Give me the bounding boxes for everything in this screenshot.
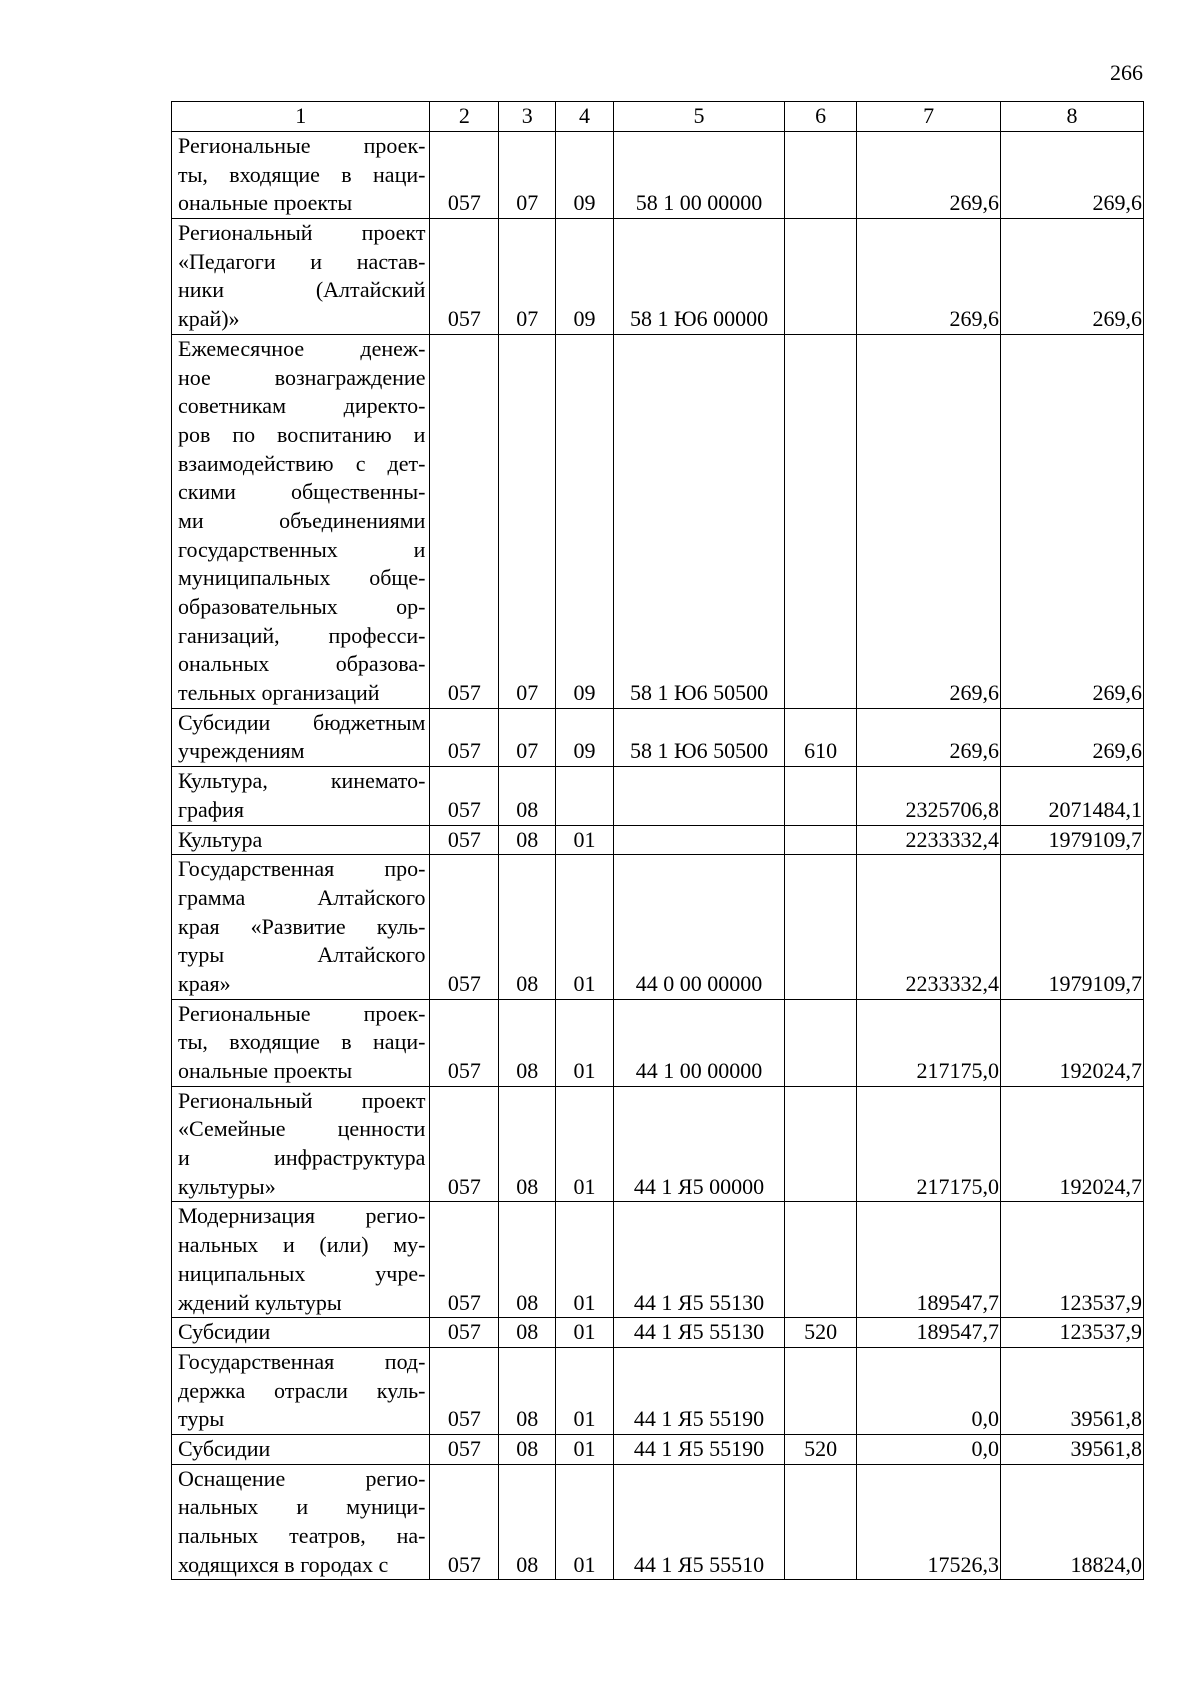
item-name-line: тельных организаций xyxy=(178,680,380,706)
item-name-line: образовательных ор- xyxy=(178,594,426,619)
item-name-line: Культура, кинемато- xyxy=(178,768,426,794)
item-name-line: «Педагоги и настав- xyxy=(178,248,426,274)
cell-expense-type-code xyxy=(785,219,857,335)
item-name-line: скими общественны- xyxy=(178,479,426,505)
header-cell: 6 xyxy=(785,102,857,132)
cell-section-code: 08 xyxy=(499,825,556,855)
item-name-line: Государственная про- xyxy=(178,856,426,882)
table-row xyxy=(172,1347,1144,1434)
cell-item-name xyxy=(172,1086,430,1202)
cell-target-item-code: 44 1 Я5 55130 xyxy=(613,1202,784,1318)
cell-section-code: 08 xyxy=(499,767,556,825)
cell-ministry-code: 057 xyxy=(430,825,499,855)
item-name-line: культуры» xyxy=(178,1173,276,1199)
header-cell: 2 xyxy=(430,102,499,132)
cell-amount-year-1: 189547,7 xyxy=(857,1318,1001,1348)
cell-amount-year-2: 269,6 xyxy=(1001,132,1144,219)
cell-amount-year-2: 192024,7 xyxy=(1001,999,1144,1086)
cell-target-item-code: 58 1 Ю6 00000 xyxy=(613,219,784,335)
cell-item-name xyxy=(172,334,430,708)
table-body xyxy=(172,132,1144,1580)
cell-section-code: 08 xyxy=(499,1202,556,1318)
cell-ministry-code: 057 xyxy=(430,334,499,708)
cell-subsection-code: 01 xyxy=(556,1202,614,1318)
item-name-line: взаимодействию с дет- xyxy=(178,450,426,476)
item-name-line: Региональный проект xyxy=(178,1087,426,1113)
item-name-line: Ежемесячное денеж- xyxy=(178,335,426,361)
header-row xyxy=(172,102,1144,132)
cell-amount-year-1: 269,6 xyxy=(857,219,1001,335)
cell-item-name xyxy=(172,219,430,335)
item-name-line: Государственная под- xyxy=(178,1348,426,1374)
cell-target-item-code: 44 1 Я5 55190 xyxy=(613,1434,784,1464)
item-name-line: ров по воспитанию и xyxy=(178,421,426,447)
table-row xyxy=(172,1434,1144,1464)
cell-item-name xyxy=(172,1347,430,1434)
cell-section-code: 07 xyxy=(499,132,556,219)
cell-amount-year-1: 189547,7 xyxy=(857,1202,1001,1318)
cell-section-code: 08 xyxy=(499,1347,556,1434)
item-name-line: ходящихся в городах с xyxy=(178,1551,389,1577)
cell-amount-year-2: 18824,0 xyxy=(1001,1464,1144,1580)
cell-target-item-code: 44 1 00 00000 xyxy=(613,999,784,1086)
cell-ministry-code: 057 xyxy=(430,708,499,766)
item-name-line: ональные проекты xyxy=(178,190,353,216)
cell-section-code: 08 xyxy=(499,1434,556,1464)
cell-amount-year-1: 217175,0 xyxy=(857,1086,1001,1202)
header-cell: 5 xyxy=(613,102,784,132)
cell-subsection-code: 09 xyxy=(556,334,614,708)
cell-expense-type-code xyxy=(785,334,857,708)
cell-amount-year-1: 2325706,8 xyxy=(857,767,1001,825)
cell-target-item-code: 58 1 00 00000 xyxy=(613,132,784,219)
header-cell: 1 xyxy=(172,102,430,132)
cell-ministry-code: 057 xyxy=(430,1318,499,1348)
cell-amount-year-2: 1979109,7 xyxy=(1001,825,1144,855)
header-cell: 4 xyxy=(556,102,614,132)
cell-target-item-code: 44 1 Я5 55510 xyxy=(613,1464,784,1580)
cell-item-name xyxy=(172,1202,430,1318)
cell-ministry-code: 057 xyxy=(430,1464,499,1580)
cell-subsection-code: 01 xyxy=(556,1464,614,1580)
item-name-line: Региональные проек- xyxy=(178,1000,426,1026)
cell-item-name xyxy=(172,1318,430,1348)
item-name-line: края» xyxy=(178,970,231,996)
cell-item-name xyxy=(172,132,430,219)
item-name-line: Региональный проект xyxy=(178,220,426,246)
item-name-line: ональные проекты xyxy=(178,1058,353,1084)
item-name-line: Культура xyxy=(178,826,263,852)
item-name-line: ональных образова- xyxy=(178,651,426,677)
item-name-line: ми объединениями xyxy=(178,507,426,533)
cell-target-item-code xyxy=(613,767,784,825)
cell-target-item-code: 58 1 Ю6 50500 xyxy=(613,708,784,766)
item-name-line: ты, входящие в наци- xyxy=(178,1029,426,1055)
cell-expense-type-code: 520 xyxy=(785,1434,857,1464)
cell-expense-type-code xyxy=(785,1202,857,1318)
cell-amount-year-1: 269,6 xyxy=(857,132,1001,219)
cell-expense-type-code xyxy=(785,767,857,825)
cell-section-code: 08 xyxy=(499,1086,556,1202)
item-name-line: ниципальных учре- xyxy=(178,1260,426,1286)
cell-subsection-code: 01 xyxy=(556,1318,614,1348)
cell-item-name xyxy=(172,1434,430,1464)
cell-ministry-code: 057 xyxy=(430,767,499,825)
header-cell: 7 xyxy=(857,102,1001,132)
cell-expense-type-code xyxy=(785,825,857,855)
item-name-line: учреждениям xyxy=(178,738,305,764)
table-row xyxy=(172,132,1144,219)
cell-amount-year-2: 123537,9 xyxy=(1001,1202,1144,1318)
table-row xyxy=(172,1464,1144,1580)
cell-target-item-code: 58 1 Ю6 50500 xyxy=(613,334,784,708)
cell-expense-type-code: 520 xyxy=(785,1318,857,1348)
cell-amount-year-1: 0,0 xyxy=(857,1434,1001,1464)
item-name-line: Региональные проек- xyxy=(178,133,426,158)
cell-ministry-code: 057 xyxy=(430,1086,499,1202)
item-name-line: Модернизация регио- xyxy=(178,1203,426,1229)
cell-subsection-code: 09 xyxy=(556,219,614,335)
header-cell: 8 xyxy=(1001,102,1144,132)
cell-subsection-code: 01 xyxy=(556,1086,614,1202)
item-name-line: держка отрасли куль- xyxy=(178,1377,426,1403)
cell-subsection-code: 09 xyxy=(556,708,614,766)
item-name-line: и инфраструктура xyxy=(178,1145,426,1171)
cell-amount-year-1: 269,6 xyxy=(857,708,1001,766)
cell-section-code: 08 xyxy=(499,1464,556,1580)
cell-ministry-code: 057 xyxy=(430,999,499,1086)
cell-amount-year-2: 269,6 xyxy=(1001,708,1144,766)
cell-amount-year-1: 269,6 xyxy=(857,334,1001,708)
item-name-line: ты, входящие в наци- xyxy=(178,161,426,187)
item-name-line: Субсидии xyxy=(178,1435,271,1461)
table-row xyxy=(172,999,1144,1086)
cell-target-item-code xyxy=(613,825,784,855)
cell-target-item-code: 44 1 Я5 55190 xyxy=(613,1347,784,1434)
item-name-line: туры xyxy=(178,1406,225,1432)
item-name-line: ждений культуры xyxy=(178,1289,342,1315)
cell-expense-type-code: 610 xyxy=(785,708,857,766)
table-row xyxy=(172,708,1144,766)
cell-amount-year-2: 269,6 xyxy=(1001,219,1144,335)
cell-expense-type-code xyxy=(785,132,857,219)
cell-expense-type-code xyxy=(785,1347,857,1434)
cell-section-code: 08 xyxy=(499,855,556,999)
cell-subsection-code: 01 xyxy=(556,855,614,999)
cell-amount-year-1: 0,0 xyxy=(857,1347,1001,1434)
cell-expense-type-code xyxy=(785,999,857,1086)
table-row xyxy=(172,1318,1144,1348)
cell-subsection-code: 09 xyxy=(556,132,614,219)
cell-section-code: 07 xyxy=(499,334,556,708)
item-name-line: туры Алтайского xyxy=(178,942,426,968)
cell-expense-type-code xyxy=(785,1086,857,1202)
cell-subsection-code: 01 xyxy=(556,1434,614,1464)
cell-amount-year-2: 123537,9 xyxy=(1001,1318,1144,1348)
table-row xyxy=(172,1086,1144,1202)
cell-section-code: 07 xyxy=(499,219,556,335)
cell-ministry-code: 057 xyxy=(430,219,499,335)
cell-subsection-code: 01 xyxy=(556,1347,614,1434)
budget-table xyxy=(171,101,1144,1580)
item-name-line: Оснащение регио- xyxy=(178,1465,426,1491)
cell-item-name xyxy=(172,855,430,999)
cell-target-item-code: 44 0 00 00000 xyxy=(613,855,784,999)
item-name-line: край)» xyxy=(178,306,240,332)
cell-amount-year-1: 17526,3 xyxy=(857,1464,1001,1580)
cell-expense-type-code xyxy=(785,1464,857,1580)
cell-expense-type-code xyxy=(785,855,857,999)
table-row xyxy=(172,855,1144,999)
table-row xyxy=(172,334,1144,708)
cell-target-item-code: 44 1 Я5 00000 xyxy=(613,1086,784,1202)
cell-item-name xyxy=(172,708,430,766)
item-name-line: грамма Алтайского xyxy=(178,884,426,910)
item-name-line: графия xyxy=(178,796,244,822)
cell-section-code: 08 xyxy=(499,1318,556,1348)
cell-target-item-code: 44 1 Я5 55130 xyxy=(613,1318,784,1348)
cell-amount-year-1: 2233332,4 xyxy=(857,825,1001,855)
cell-amount-year-1: 2233332,4 xyxy=(857,855,1001,999)
cell-amount-year-2: 39561,8 xyxy=(1001,1434,1144,1464)
cell-item-name xyxy=(172,825,430,855)
cell-amount-year-1: 217175,0 xyxy=(857,999,1001,1086)
cell-ministry-code: 057 xyxy=(430,1434,499,1464)
item-name-line: государственных и xyxy=(178,536,426,562)
cell-ministry-code: 057 xyxy=(430,132,499,219)
cell-item-name xyxy=(172,1464,430,1580)
cell-amount-year-2: 1979109,7 xyxy=(1001,855,1144,999)
cell-subsection-code xyxy=(556,767,614,825)
cell-amount-year-2: 269,6 xyxy=(1001,334,1144,708)
table-row xyxy=(172,825,1144,855)
cell-ministry-code: 057 xyxy=(430,1347,499,1434)
cell-amount-year-2: 39561,8 xyxy=(1001,1347,1144,1434)
cell-ministry-code: 057 xyxy=(430,855,499,999)
item-name-line: ное вознаграждение xyxy=(178,364,426,390)
item-name-line: нальных и муници- xyxy=(178,1494,426,1520)
cell-item-name xyxy=(172,999,430,1086)
table-row xyxy=(172,767,1144,825)
cell-amount-year-2: 2071484,1 xyxy=(1001,767,1144,825)
cell-amount-year-2: 192024,7 xyxy=(1001,1086,1144,1202)
cell-ministry-code: 057 xyxy=(430,1202,499,1318)
item-name-line: муниципальных обще- xyxy=(178,565,426,591)
item-name-line: пальных театров, на- xyxy=(178,1523,426,1549)
item-name-line: Субсидии бюджетным xyxy=(178,709,426,735)
cell-subsection-code: 01 xyxy=(556,825,614,855)
cell-subsection-code: 01 xyxy=(556,999,614,1086)
page-number: 266 xyxy=(1110,60,1143,85)
table-row xyxy=(172,219,1144,335)
item-name-line: ники (Алтайский xyxy=(178,277,426,303)
item-name-line: нальных и (или) му- xyxy=(178,1232,426,1258)
item-name-line: Субсидии xyxy=(178,1319,271,1345)
cell-section-code: 08 xyxy=(499,999,556,1086)
item-name-line: ганизаций, професси- xyxy=(178,622,426,648)
table-row xyxy=(172,1202,1144,1318)
item-name-line: края «Развитие куль- xyxy=(178,913,426,939)
cell-item-name xyxy=(172,767,430,825)
cell-section-code: 07 xyxy=(499,708,556,766)
header-cell: 3 xyxy=(499,102,556,132)
item-name-line: «Семейные ценности xyxy=(178,1116,426,1142)
item-name-line: советникам директо- xyxy=(178,393,426,419)
